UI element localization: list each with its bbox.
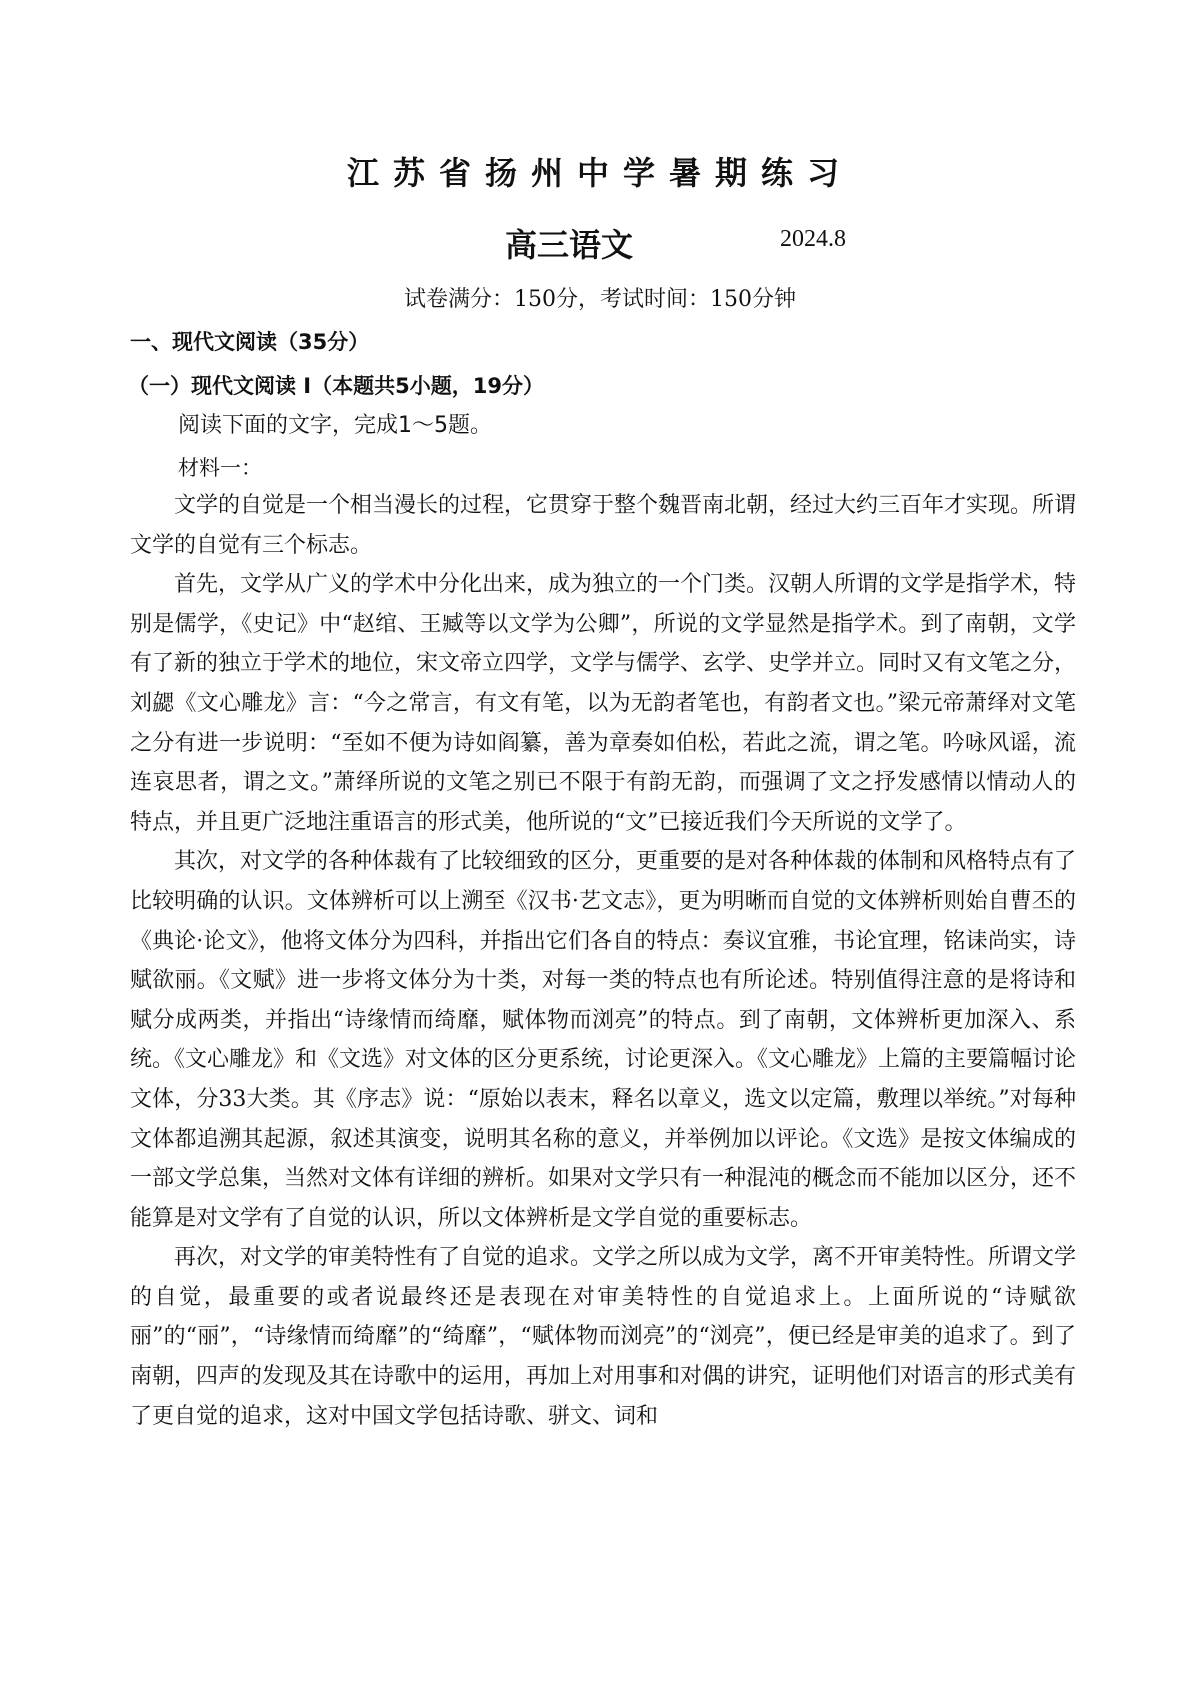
section-heading: 一、现代文阅读（35分） <box>130 330 370 354</box>
reading-instruction: 阅读下面的文字，完成1～5题。 <box>178 413 492 438</box>
passage-body <box>130 486 1076 1436</box>
subject-title: 高三语文 <box>505 226 634 264</box>
exam-date: 2024.8 <box>780 226 846 252</box>
material-label: 材料一： <box>178 456 262 480</box>
subject-row <box>0 220 1200 270</box>
exam-info: 试卷满分：150分，考试时间：150分钟 <box>404 287 796 312</box>
passage-paragraph: 其次，对文学的各种体裁有了比较细致的区分，更重要的是对各种体裁的体制和风格特点有了比较明确的认识。文体辨析可以上溯至《汉书·艺文志》，更为明晰而自觉的文体辨析则始自曹丕的《典论·论文》，他将文体分为四科，并指出它们各自的特点：奏议宜雅，书论宜理，铭诔尚实，诗赋欲丽。《文赋》进一步将文体分为十类，对每一类的特点也有所论述。特别值得注意的是将诗和赋分成两类，并指出“诗缘情而绮靡，赋体物而浏亮”的特点。到了南朝，文体辨析更加深入、系统。《文心雕龙》和《文选》对文体的区分更系统，讨论更深入。《文心雕龙》上篇的主要篇幅讨论文体，分33大类。其《序志》说：“原始以表末，释名以章义，选文以定篇，敷理以举统。”对每种文体都追溯其起源，叙述其演变，说明其名称的意义，并举例加以评论。《文选》是按文体编成的一部文学总集，当然对文体有详细的辨析。如果对文学只有一种混沌的概念而不能加以区分，还不能算是对文学有了自觉的认识，所以文体辨析是文学自觉的重要标志。 <box>130 849 1077 1231</box>
school-title: 江苏省扬州中学暑期练习 <box>346 154 853 192</box>
passage-paragraph: 首先，文学从广义的学术中分化出来，成为独立的一个门类。汉朝人所谓的文学是指学术，特别是儒学，《史记》中“赵绾、王臧等以文学为公卿”，所说的文学显然是指学术。到了南朝，文学有了新的独立于学术的地位，宋文帝立四学，文学与儒学、玄学、史学并立。同时又有文笔之分，刘勰《文心雕龙》言：“今之常言，有文有笔，以为无韵者笔也，有韵者文也。”梁元帝萧绎对文笔之分有进一步说明：“至如不便为诗如阎纂，善为章奏如伯松，若此之流，谓之笔。吟咏风谣，流连哀思者，谓之文。”萧绎所说的文笔之别已不限于有韵无韵，而强调了文之抒发感情以情动人的特点，并且更广泛地注重语言的形式美，他所说的“文”已接近我们今天所说的文学了。 <box>130 572 1077 835</box>
passage-paragraph: 再次，对文学的审美特性有了自觉的追求。文学之所以成为文学，离不开审美特性。所谓文学的自觉，最重要的或者说最终还是表现在对审美特性的自觉追求上。上面所说的“诗赋欲丽”的“丽”，“诗缘情而绮靡”的“绮靡”，“赋体物而浏亮”的“浏亮”，便已经是审美的追求了。到了南朝，四声的发现及其在诗歌中的运用，再加上对用事和对偶的讲究，证明他们对语言的形式美有了更自觉的追求，这对中国文学包括诗歌、骈文、词和 <box>130 1245 1077 1429</box>
passage-paragraph: 文学的自觉是一个相当漫长的过程，它贯穿于整个魏晋南北朝，经过大约三百年才实现。所谓文学的自觉有三个标志。 <box>130 493 1077 558</box>
subsection-heading: （一）现代文阅读 I（本题共5小题，19分） <box>128 374 544 398</box>
